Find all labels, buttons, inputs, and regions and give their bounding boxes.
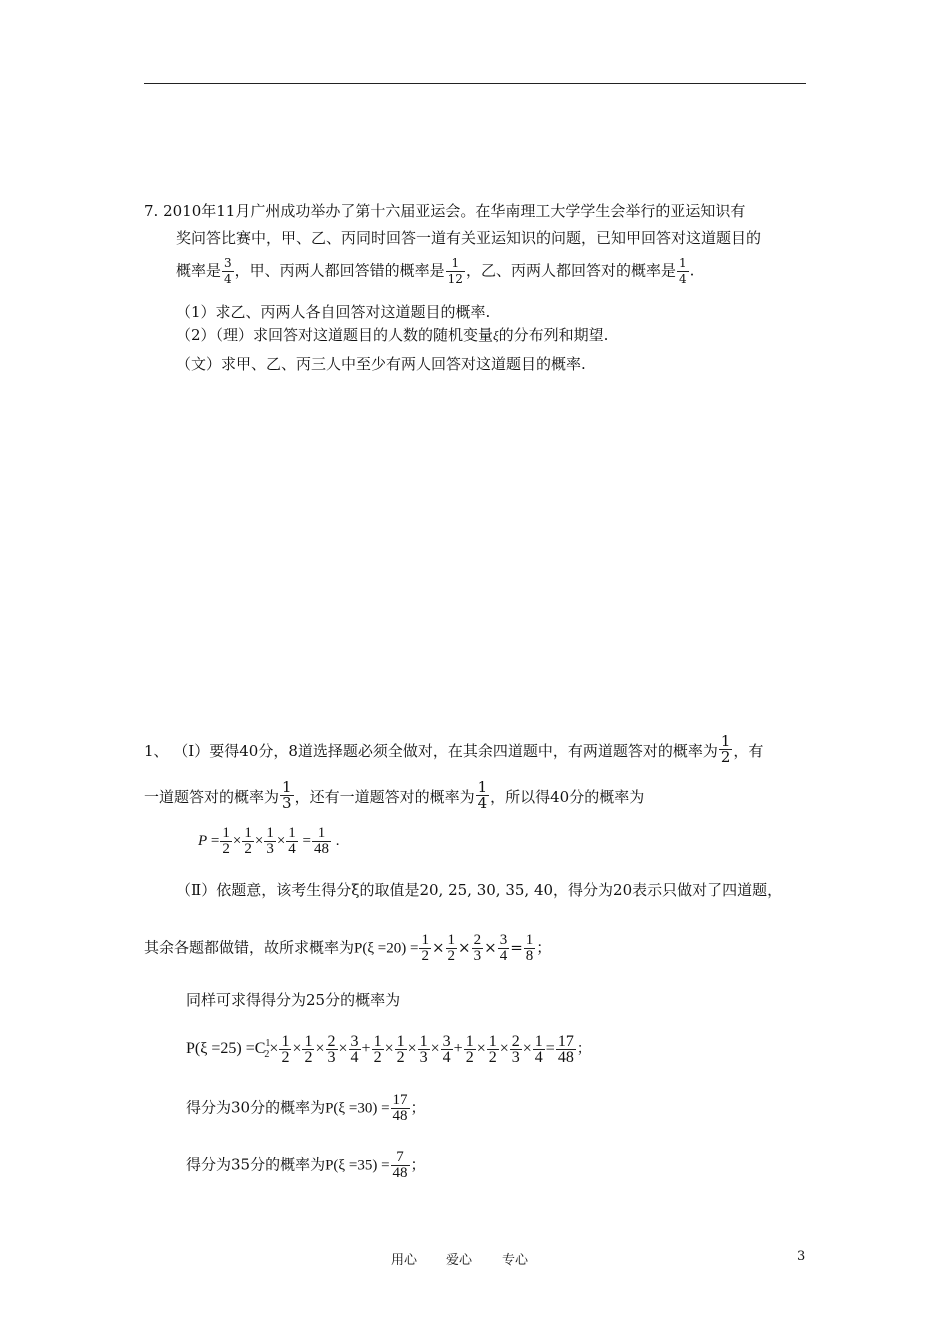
fraction: $\frac{1}{2}$	[720, 732, 731, 766]
problem-line-3: 概率是 $\frac{3}{4}$ ，甲、丙两人都回答错的概率是 $\frac{1}{12}$ ，乙、丙两人都回答对的概率是 $\frac{1}{4}$ .	[176, 256, 695, 286]
fraction: $\frac{1}{2}$	[488, 1033, 497, 1066]
fraction: $\frac{1}{3}$	[266, 825, 274, 857]
problem-line-2: 奖问答比赛中，甲、乙、丙同时回答一道有关亚运知识的问题，已知甲回答对这道题目的	[176, 229, 762, 247]
solution-line-5: 其余各题都做错，故所求概率为P(ξ =20) = $\frac{1}{2}$ × $\frac{1}{2}$ × $\frac{2}{3}$ × $\frac{3}{4}$ = $\frac{1}{8}$ ；	[144, 932, 552, 964]
question-2: （2）（理）求回答对这道题目的人数的随机变量ξ的分布列和期望.	[176, 326, 609, 344]
fraction: $\frac{1}{2}$	[281, 1033, 290, 1066]
fraction: $\frac{3}{4}$	[224, 256, 232, 286]
times-sign: ×	[407, 1040, 417, 1058]
solution-line-2: 一道题答对的概率为 $\frac{1}{3}$ ，还有一道题答对的概率为 $\frac{1}{4}$ ，所以得40分的概率为	[144, 778, 645, 812]
question-1: （1）求乙、丙两人各自回答对这道题目的概率.	[176, 303, 491, 321]
fraction: $\frac{3}{4}$	[499, 932, 508, 964]
times-sign: ×	[476, 1040, 486, 1058]
fraction: $\frac{1}{2}$	[465, 1033, 474, 1066]
fraction: $\frac{1}{2}$	[421, 932, 429, 964]
fraction: $\frac{1}{2}$	[304, 1033, 313, 1066]
fraction: $\frac{17}{48}$	[392, 1092, 408, 1124]
fraction: $\frac{1}{3}$	[282, 778, 292, 812]
solution-line-1: 1、 （Ⅰ）要得40分，8道选择题必须全做对，在其余四道题中，有两道题答对的概率为 $\frac{1}{2}$ ，有	[144, 732, 764, 766]
fraction: $\frac{1}{8}$	[525, 932, 534, 964]
times-sign: ×	[338, 1040, 348, 1058]
question-3: （文）求甲、乙、丙三人中至少有两人回答对这道题目的概率.	[176, 355, 586, 373]
fraction: $\frac{1}{48}$	[314, 825, 330, 857]
fraction: $\frac{2}{3}$	[327, 1033, 336, 1066]
solution-line-9: 得分为35分的概率为P(ξ =35) = $\frac{7}{48}$ ；	[186, 1149, 426, 1181]
fraction: $\frac{1}{2}$	[396, 1033, 405, 1066]
fraction: $\frac{2}{3}$	[511, 1033, 520, 1066]
times-sign: ×	[384, 1040, 394, 1058]
page-number: 3	[797, 1249, 806, 1264]
times-sign: ×	[499, 1040, 509, 1058]
fraction: $\frac{1}{4}$	[678, 256, 687, 286]
fraction: $\frac{2}{3}$	[473, 932, 482, 964]
solution-line-8: 得分为30分的概率为P(ξ =30) = $\frac{17}{48}$ ；	[186, 1092, 426, 1124]
times-sign: ×	[522, 1040, 532, 1058]
fraction: $\frac{3}{4}$	[350, 1033, 359, 1066]
header-rule	[144, 83, 806, 84]
footer-motto-2: 爱心	[446, 1253, 473, 1268]
fraction: $\frac{17}{48}$	[557, 1033, 574, 1066]
fraction: $\frac{1}{2}$	[447, 932, 456, 964]
fraction: $\frac{1}{2}$	[244, 825, 252, 857]
fraction: $\frac{3}{4}$	[442, 1033, 451, 1066]
times-sign: ×	[315, 1040, 325, 1058]
times-sign: ×	[430, 1040, 440, 1058]
plus-sign: +	[361, 1040, 371, 1058]
fraction: $\frac{1}{4}$	[534, 1033, 543, 1066]
fraction: $\frac{1}{2}$	[222, 825, 230, 857]
problem-line-1: 7. 2010年11月广州成功举办了第十六届亚运会。在华南理工大学学生会举行的亚运知识有	[144, 202, 746, 220]
plus-sign: +	[453, 1040, 463, 1058]
solution-line-4: （Ⅱ）依题意，该考生得分ξ的取值是20, 25, 30, 35, 40，得分为20表示只做对了四道题，	[176, 881, 783, 899]
fraction: $\frac{1}{4}$	[477, 778, 488, 812]
footer-motto-3: 专心	[502, 1253, 529, 1268]
fraction: $\frac{1}{4}$	[288, 825, 296, 857]
times-sign: ×	[292, 1040, 302, 1058]
fraction: $\frac{1}{2}$	[373, 1033, 382, 1066]
times-sign: ×	[269, 1040, 279, 1058]
fraction: $\frac{1}{3}$	[419, 1033, 428, 1066]
solution-line-3: P = $\frac{1}{2}$ × $\frac{1}{2}$ × $\frac{1}{3}$ × $\frac{1}{4}$ = $\frac{1}{48}$ .	[198, 825, 340, 857]
footer-motto-1: 用心	[391, 1253, 418, 1268]
solution-line-7: $P(\xi =25) =C^1_2\times$ $\frac{1}{2}$ × $\frac{1}{2}$ × $\frac{2}{3}$ × $\frac{3}{4}$ + $\frac{1}{2}$ × $\frac{1}{2}$ × $\frac{1}{3}$ × $\frac{3}{4}$ + $\frac{1}{2}$ × $\frac{1}{2}$ × $\frac{2}{3}$ × $\frac{1}{4}$ = $\frac{17}{48}$ ；	[186, 1033, 591, 1066]
solution-line-6: 同样可求得得分为25分的概率为	[186, 991, 401, 1009]
fraction: $\frac{7}{48}$	[392, 1149, 408, 1181]
fraction: $\frac{1}{12}$	[447, 256, 463, 286]
